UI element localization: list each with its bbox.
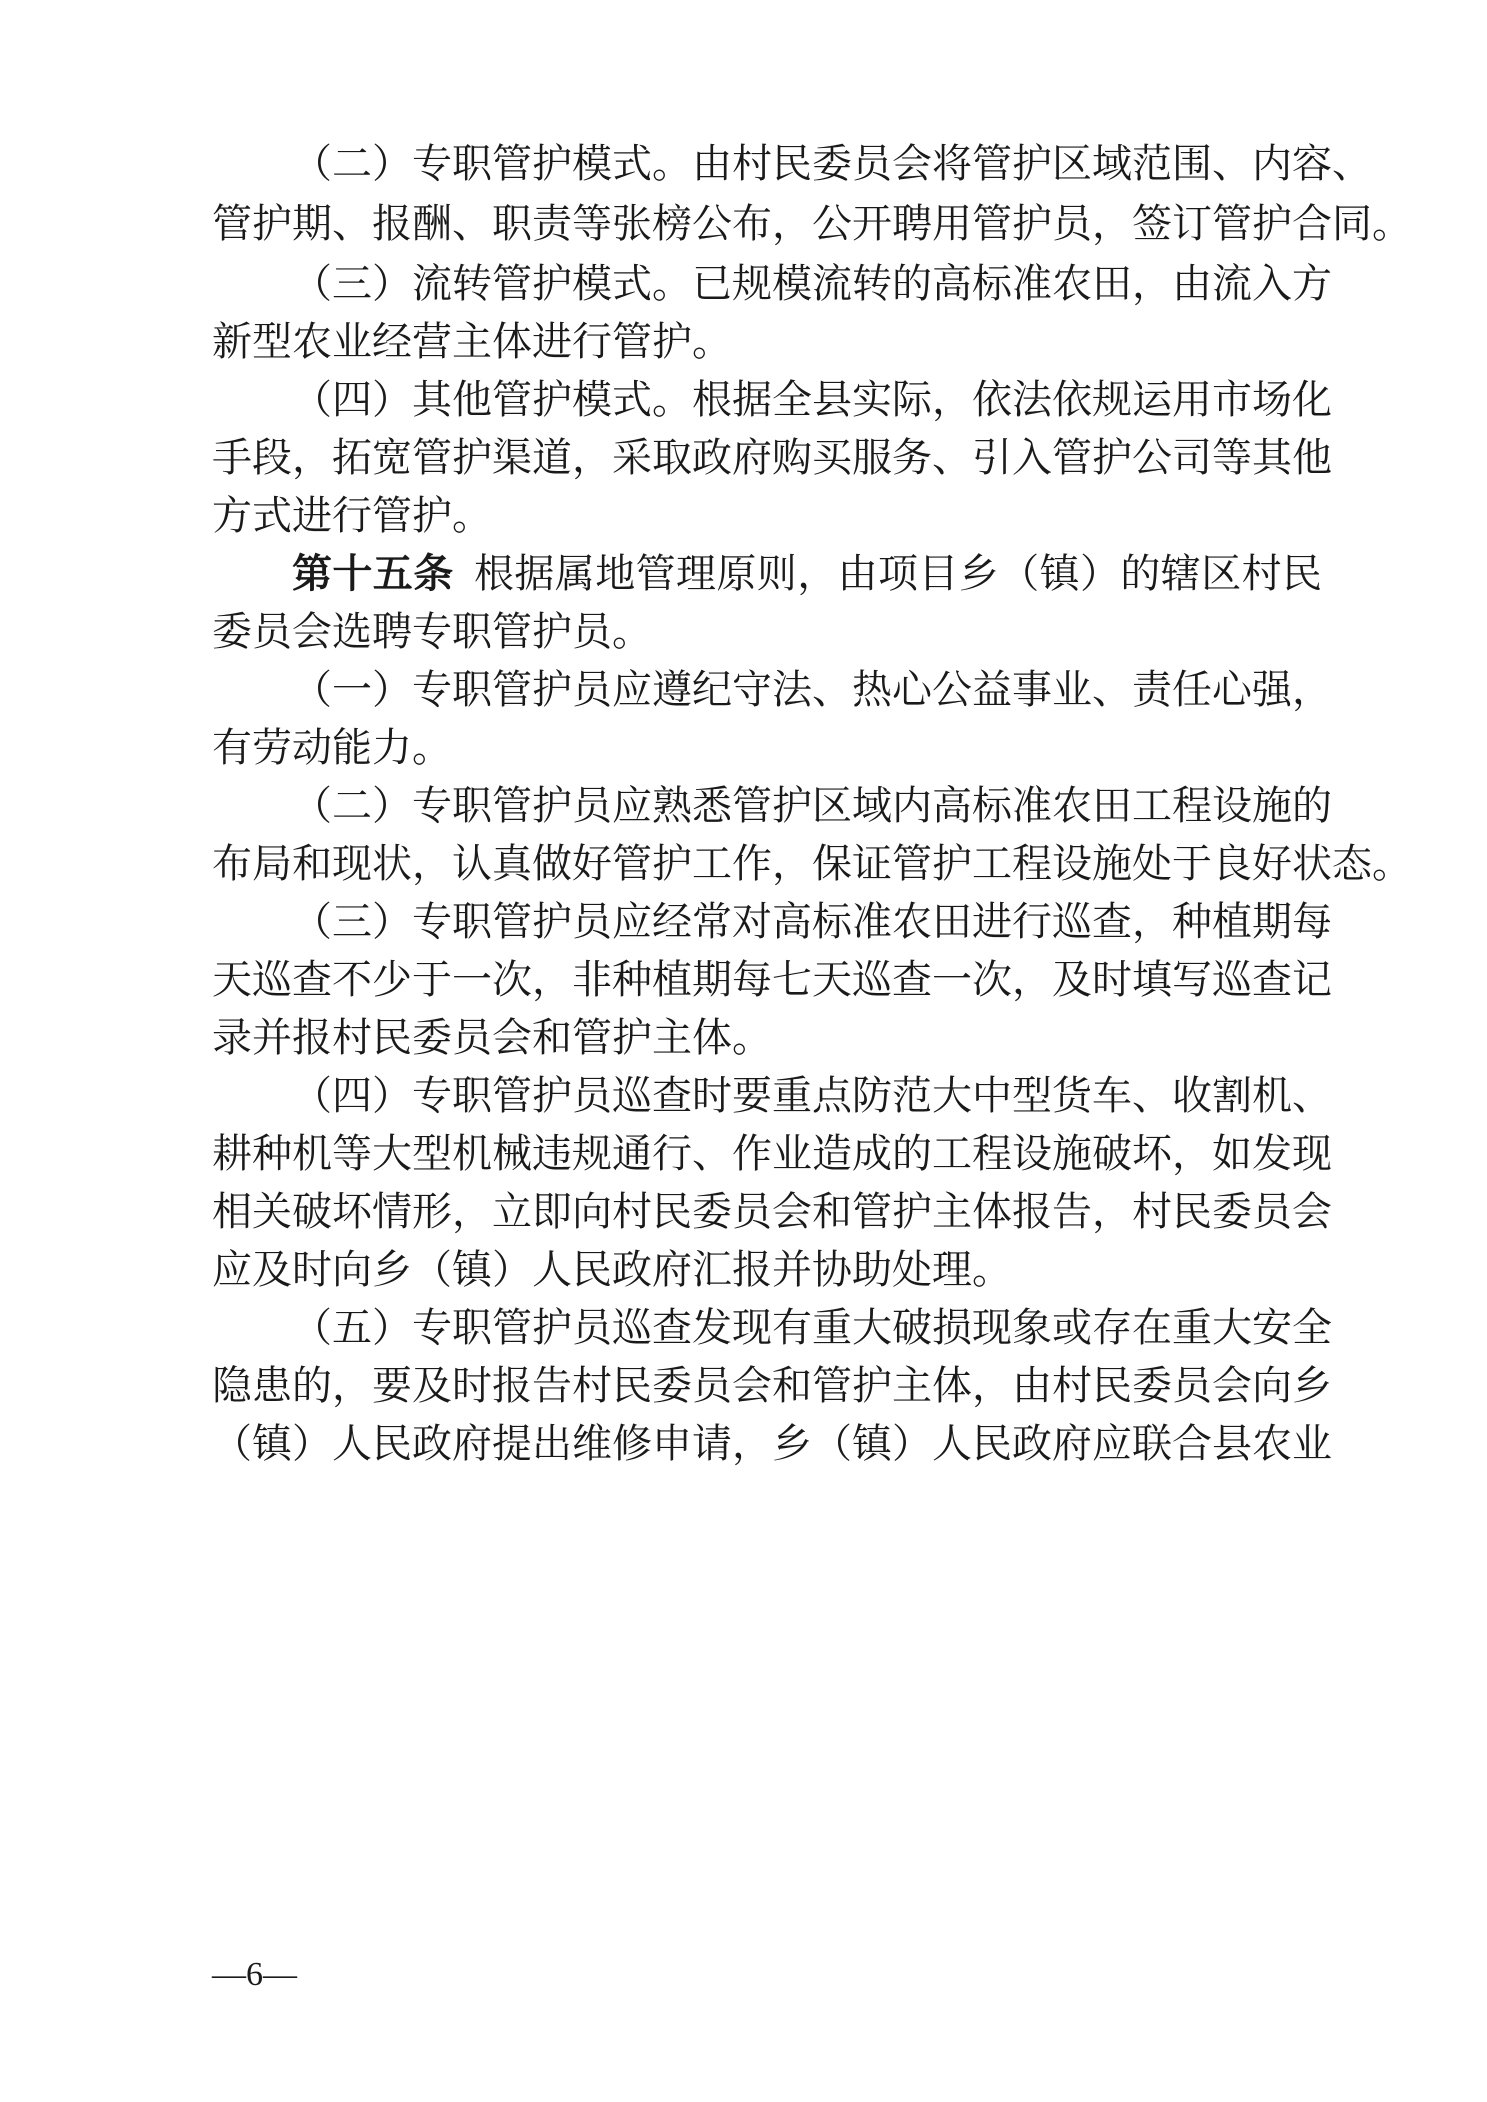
- paragraph-line: 应及时向乡（镇）人民政府汇报并协助处理。: [212, 1247, 1012, 1293]
- paragraph-line: （五）专职管护员巡查发现有重大破损现象或存在重大安全: [292, 1305, 1332, 1351]
- paragraph-line: 隐患的，要及时报告村民委员会和管护主体，由村民委员会向乡: [212, 1363, 1332, 1409]
- paragraph-line: 新型农业经营主体进行管护。: [212, 319, 732, 365]
- paragraph-line: （二）专职管护员应熟悉管护区域内高标准农田工程设施的: [292, 783, 1332, 829]
- paragraph-line: 手段，拓宽管护渠道，采取政府购买服务、引入管护公司等其他: [212, 435, 1332, 481]
- paragraph-line: 委员会选聘专职管护员。: [212, 609, 652, 655]
- paragraph-line: （二）专职管护模式。由村民委员会将管护区域范围、内容、: [292, 141, 1372, 187]
- paragraph-line: 相关破坏情形，立即向村民委员会和管护主体报告，村民委员会: [212, 1189, 1332, 1235]
- article-text: 根据属地管理原则，由项目乡（镇）的辖区村民: [473, 551, 1323, 597]
- paragraph-line: 耕种机等大型机械违规通行、作业造成的工程设施破坏，如发现: [212, 1131, 1332, 1177]
- paragraph-line: （镇）人民政府提出维修申请，乡（镇）人民政府应联合县农业: [212, 1421, 1332, 1467]
- article-label: 第十五条: [292, 550, 454, 597]
- paragraph-line: 录并报村民委员会和管护主体。: [212, 1015, 772, 1061]
- article-line: [292, 550, 1322, 598]
- paragraph-line: （四）其他管护模式。根据全县实际，依法依规运用市场化: [292, 377, 1332, 423]
- paragraph-line: 管护期、报酬、职责等张榜公布，公开聘用管护员，签订管护合同。: [212, 201, 1412, 247]
- paragraph-line: 天巡查不少于一次，非种植期每七天巡查一次，及时填写巡查记: [212, 957, 1332, 1003]
- paragraph-line: （三）专职管护员应经常对高标准农田进行巡查，种植期每: [292, 899, 1332, 945]
- paragraph-line: 方式进行管护。: [212, 493, 492, 539]
- page-number: —6—: [212, 1956, 297, 1993]
- paragraph-line: （四）专职管护员巡查时要重点防范大中型货车、收割机、: [292, 1073, 1332, 1119]
- paragraph-line: （三）流转管护模式。已规模流转的高标准农田，由流入方: [292, 261, 1332, 307]
- paragraph-line: 有劳动能力。: [212, 725, 452, 771]
- paragraph-line: （一）专职管护员应遵纪守法、热心公益事业、责任心强，: [292, 667, 1332, 713]
- paragraph-line: 布局和现状，认真做好管护工作，保证管护工程设施处于良好状态。: [212, 841, 1412, 887]
